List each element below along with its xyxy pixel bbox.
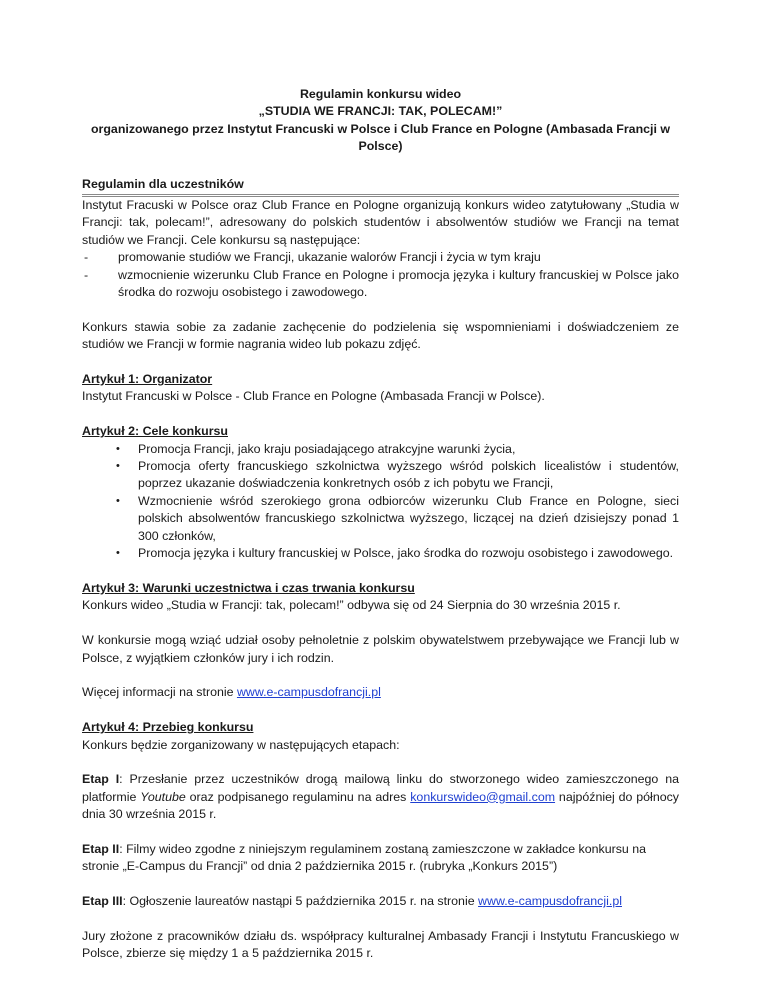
stage-1-text: najpóźniej do północy dnia 30 września 2015 r. [82, 789, 679, 822]
article-3-eligibility: W konkursie mogą wziąć udział osoby pełnoletnie z polskim obywatelstwem przebywające we Francji lub w Polsce, z wyjątkiem członków jury i ich rodzin. [82, 633, 679, 665]
stage-1-label: Etap I [82, 772, 120, 787]
stage-3-text: : Ogłoszenie laureatów nastąpi 5 października 2015 r. na stronie [122, 894, 479, 909]
website-link[interactable]: www.e-campusdofrancji.pl [236, 685, 381, 700]
stage-2-label: Etap II [82, 841, 120, 856]
goal-text: wzmocnienie wizerunku Club France en Pologne i promocja języka i kultury francuskiej w Polsce jako środka do rozwoju osobistego i zawodowego. [118, 267, 679, 300]
goal-bullet-item [82, 458, 679, 493]
results-website-link[interactable]: www.e-campusdofrancji.pl [478, 894, 622, 909]
intro-paragraph: Instytut Fracuski w Polsce oraz Club France en Pologne organizują konkurs wideo zatytułowany „Studia w Francji: tak, polecam!”, adresowany do polskich studentów i absolwentów studiów we Francji na temat studiów we Francji. Cele konkursu są następujące: [82, 198, 679, 247]
bullet-text: Promocja Francji, jako kraju posiadającego atrakcyjne warunki życia, [138, 441, 516, 456]
title-line-4: Polsce) [358, 139, 403, 154]
bullet-text: Wzmocnienie wśród szerokiego grona odbiorców wizerunku Club France en Pologne, sieci polskich absolwentów francuskiego szkolnictwa wyższego, liczącej na dzień dzisiejszy ponad 1 300 członków, [138, 493, 679, 543]
stage-1-text: : Przesłanie przez uczestników drogą mailową linku do stworzonego wideo zamieszczonego na platformie [82, 772, 679, 804]
article-3-heading: Artykuł 3: Warunki uczestnictwa i czas trwania konkursu [82, 580, 415, 595]
bullet-text: Promocja oferty francuskiego szkolnictwa wyższego wśród polskich licealistów i studentów, poprzez ukazanie doświadczenia konkretnych osób z ich pobytu we Francji, [138, 459, 679, 491]
bullet-text: Promocja języka i kultury francuskiej w Polsce, jako środka do rozwoju osobistego i zawodowego. [138, 546, 674, 561]
dash-marker-icon: - [84, 250, 89, 265]
stage-2-paragraph [82, 841, 679, 876]
more-info-prefix: Więcej informacji na stronie [82, 685, 237, 700]
stage-3-paragraph [82, 893, 679, 910]
article-2-heading: Artykuł 2: Cele konkursu [82, 424, 228, 439]
document-title [82, 86, 679, 156]
goal-bullet-item [82, 545, 679, 562]
dash-marker-icon: - [84, 267, 89, 282]
youtube-text: Youtube [140, 789, 186, 804]
bullet-icon: • [116, 494, 120, 507]
document-page [82, 86, 679, 963]
title-line-2: „STUDIA WE FRANCJI: TAK, POLECAM!” [258, 104, 503, 119]
stage-1-paragraph [82, 771, 679, 823]
goal-bullet-item [82, 441, 679, 458]
article-1-heading: Artykuł 1: Organizator [82, 372, 213, 387]
article-1-text: Instytut Francuski w Polsce - Club France en Pologne (Ambasada Francji w Polsce). [82, 389, 545, 404]
stage-2-text: : Filmy wideo zgodne z niniejszym regulaminem zostaną zamieszczone w zakładce konkursu na stronie „E-Campus du Francji” od dnia 2 października 2015 r. (rubryka „Konkurs 2015”) [82, 841, 647, 874]
aim-paragraph: Konkurs stawia sobie za zadanie zachęcenie do podzielenia się wspomnieniami i doświadczeniem ze studiów we Francji w formie nagrania wideo lub pokazu zdjęć. [82, 319, 679, 352]
bullet-icon: • [116, 460, 120, 473]
jury-paragraph: Jury złożone z pracowników działu ds. współpracy kulturalnej Ambasady Francji i Instytutu Francuskiego w Polsce, zbierze się między 1 a 5 października 2015 r. [82, 928, 679, 961]
title-line-3: organizowanego przez Instytut Francuski w Polsce i Club France en Pologne (Ambasada Francji w [90, 121, 671, 136]
title-line-1: Regulamin konkursu wideo [299, 87, 462, 101]
article-4-heading: Artykuł 4: Przebieg konkursu [82, 720, 254, 735]
goal-item [82, 267, 679, 302]
article-3-dates: Konkurs wideo „Studia w Francji: tak, polecam!” odbywa się od 24 Sierpnia do 30 września 2015 r. [82, 598, 621, 613]
stage-1-text: oraz podpisanego regulaminu na adres [185, 789, 411, 804]
email-link[interactable]: konkurswideo@gmail.com [410, 789, 556, 804]
bullet-icon: • [116, 547, 120, 560]
goals-list [82, 249, 679, 301]
goal-item [82, 249, 679, 266]
article-4-intro: Konkurs będzie zorganizowany w następujących etapach: [82, 737, 400, 752]
goal-bullet-item [82, 493, 679, 545]
bullet-icon: • [116, 442, 120, 455]
goal-text: promowanie studiów we Francji, ukazanie walorów Francji i życia w tym kraju [118, 250, 541, 265]
stage-3-label: Etap III [82, 894, 123, 909]
article-2-list [82, 441, 679, 563]
participants-heading: Regulamin dla uczestników [82, 176, 679, 197]
more-info-line [82, 684, 679, 701]
